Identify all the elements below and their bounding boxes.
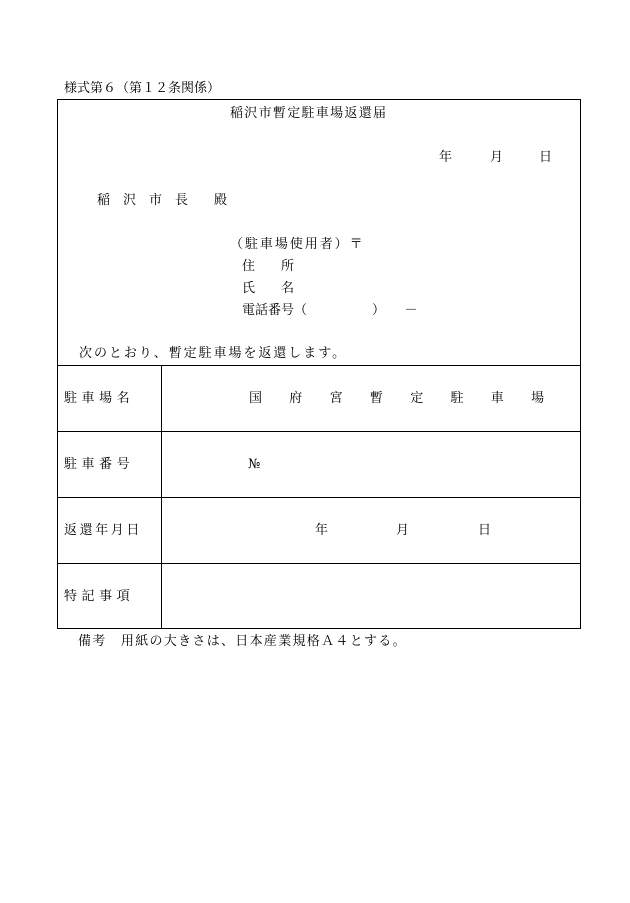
date-year: 年: [439, 150, 453, 165]
row-divider: [58, 563, 580, 564]
date-day: 日: [539, 150, 553, 165]
phone-label: 電話番号（ ） －: [242, 303, 418, 318]
value-return-month: 月: [396, 523, 410, 538]
label-parking-number: 駐車番号: [64, 457, 135, 472]
table-top-border: [58, 365, 580, 366]
date-month: 月: [490, 150, 504, 165]
value-return-day: 日: [478, 523, 492, 538]
label-return-date: 返還年月日: [64, 523, 143, 538]
label-parking-name: 駐車場名: [64, 391, 135, 406]
form-number-label: 様式第６（第１２条関係）: [64, 81, 221, 96]
address-label: 住 所: [242, 259, 295, 274]
row-divider: [58, 497, 580, 498]
statement: 次のとおり、暫定駐車場を返還します。: [79, 346, 348, 361]
remarks-note: 備考 用紙の大きさは、日本産業規格Ａ４とする。: [78, 634, 407, 649]
form-title: 稲沢市暫定駐車場返還届: [230, 106, 388, 121]
value-parking-number: №: [248, 457, 261, 472]
column-divider: [161, 365, 162, 628]
row-divider: [58, 431, 580, 432]
value-return-year: 年: [315, 523, 329, 538]
name-label: 氏 名: [242, 281, 295, 296]
label-special-notes: 特記事項: [64, 589, 135, 604]
value-parking-name: 国府宮暫定駐車場: [249, 391, 572, 406]
applicant-heading: （駐車場使用者）〒: [230, 237, 365, 252]
return-form: [57, 99, 581, 629]
addressee: 稲 沢 市 長 殿: [97, 193, 228, 208]
